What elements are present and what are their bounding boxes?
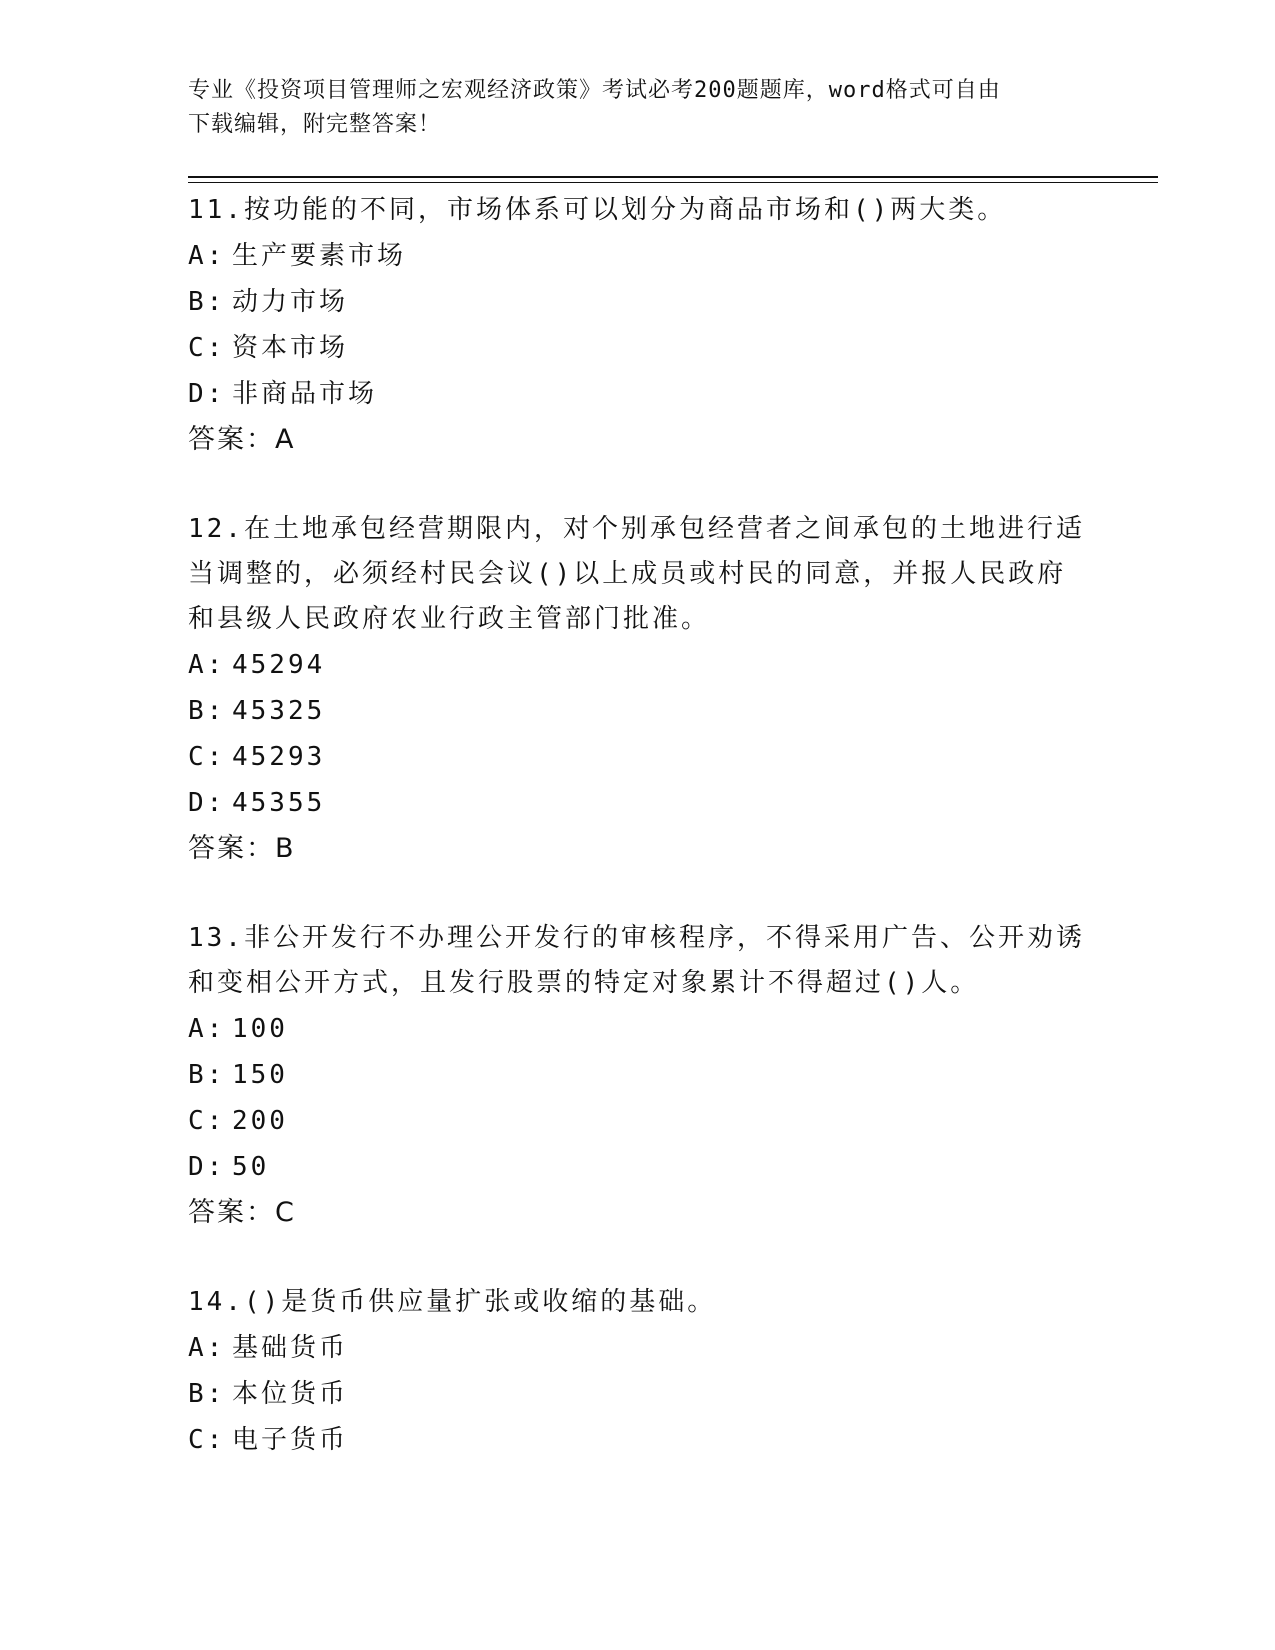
option-text: 150 [232, 1060, 288, 1090]
option-text: 基础货币 [232, 1333, 349, 1363]
option-text: 45293 [232, 742, 326, 772]
option-c [188, 734, 1088, 780]
option-text: 100 [232, 1014, 288, 1044]
option-b [188, 279, 1088, 325]
answer-label: 答案：A [188, 424, 296, 455]
option-text: 45325 [232, 696, 326, 726]
question-text-line-1: 13.非公开发行不办理公开发行的审核程序，不得采用广告、公开劝诱 [188, 923, 1085, 953]
question-text-line-2: 和变相公开方式，且发行股票的特定对象累计不得超过()人。 [188, 968, 980, 998]
option-text: 本位货币 [232, 1379, 349, 1409]
option-letter: D: [188, 1152, 226, 1182]
option-a [188, 1325, 1088, 1371]
option-letter: A: [188, 241, 226, 271]
option-letter: D: [188, 379, 226, 409]
option-letter: C: [188, 1425, 226, 1455]
header-line-2: 下载编辑，附完整答案！ [188, 112, 442, 137]
answer-label: 答案：C [188, 1197, 296, 1228]
option-c [188, 325, 1088, 371]
question-list [188, 188, 1088, 1463]
question-text-line-2: 当调整的，必须经村民会议()以上成员或村民的同意，并报人民政府 [188, 559, 1067, 589]
option-text: 动力市场 [232, 287, 349, 317]
option-b [188, 688, 1088, 734]
header-line-1: 专业《投资项目管理师之宏观经济政策》考试必考200题题库，word格式可自由 [188, 78, 1001, 103]
question-14 [188, 1280, 1088, 1463]
option-letter: D: [188, 788, 226, 818]
option-b [188, 1052, 1088, 1098]
option-text: 电子货币 [232, 1425, 349, 1455]
option-a [188, 642, 1088, 688]
document-header [188, 74, 1088, 142]
header-divider-thin [188, 182, 1158, 183]
option-letter: B: [188, 696, 226, 726]
option-text: 非商品市场 [232, 379, 378, 409]
question-13 [188, 916, 1088, 1236]
question-text-line-3: 和县级人民政府农业行政主管部门批准。 [188, 604, 711, 634]
answer-label: 答案：B [188, 833, 296, 864]
question-text: 11.按功能的不同，市场体系可以划分为商品市场和()两大类。 [188, 195, 1007, 225]
option-c [188, 1098, 1088, 1144]
option-letter: C: [188, 333, 226, 363]
option-text: 50 [232, 1152, 270, 1182]
option-text: 45355 [232, 788, 326, 818]
option-letter: A: [188, 1333, 226, 1363]
option-text: 生产要素市场 [232, 241, 407, 271]
option-d [188, 371, 1088, 417]
option-letter: B: [188, 1060, 226, 1090]
question-11 [188, 188, 1088, 463]
option-b [188, 1371, 1088, 1417]
header-divider-thick [188, 176, 1158, 178]
option-letter: C: [188, 1106, 226, 1136]
option-text: 200 [232, 1106, 288, 1136]
option-d [188, 1144, 1088, 1190]
question-text: 14.()是货币供应量扩张或收缩的基础。 [188, 1287, 717, 1317]
option-a [188, 233, 1088, 279]
option-text: 45294 [232, 650, 326, 680]
question-12 [188, 507, 1088, 872]
option-letter: B: [188, 1379, 226, 1409]
option-c [188, 1417, 1088, 1463]
option-d [188, 780, 1088, 826]
option-letter: B: [188, 287, 226, 317]
option-letter: C: [188, 742, 226, 772]
option-letter: A: [188, 1014, 226, 1044]
option-a [188, 1006, 1088, 1052]
option-letter: A: [188, 650, 226, 680]
question-text-line-1: 12.在土地承包经营期限内，对个别承包经营者之间承包的土地进行适 [188, 514, 1085, 544]
option-text: 资本市场 [232, 333, 349, 363]
